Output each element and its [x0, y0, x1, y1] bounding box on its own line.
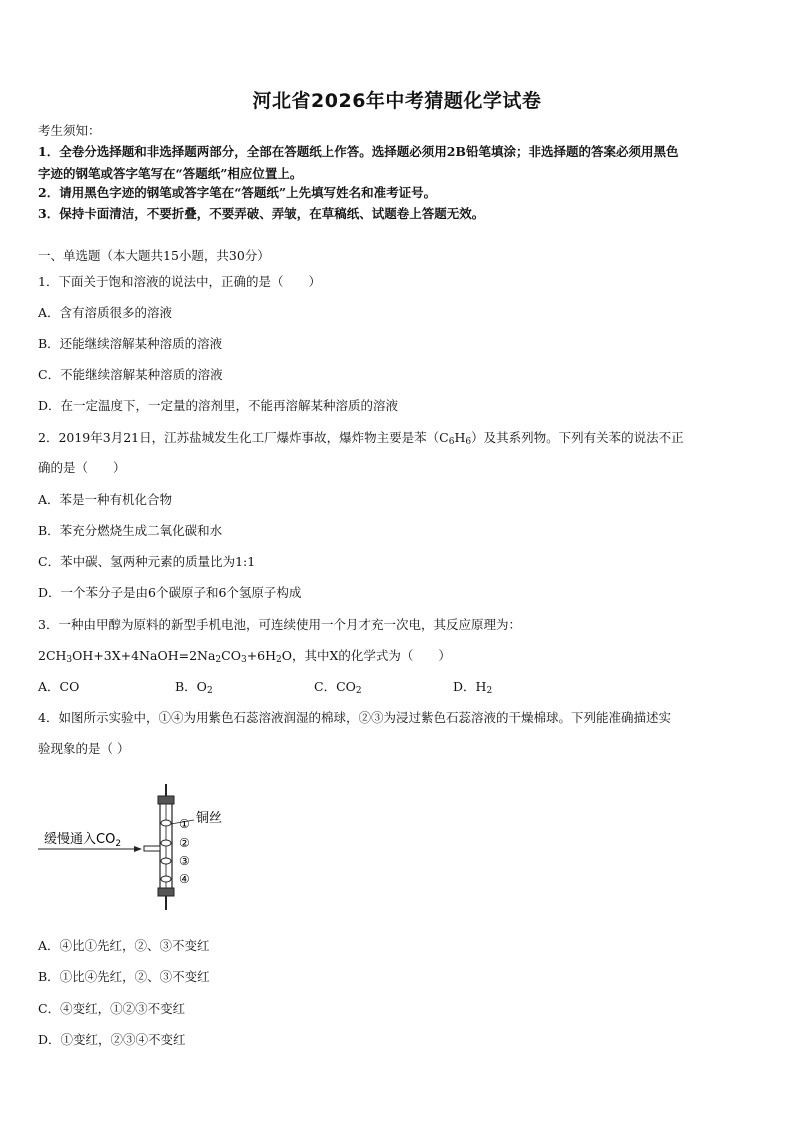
question-1-option-b: B．还能继续溶解某种溶质的溶液 — [38, 336, 223, 351]
cotton-ball-2 — [161, 840, 171, 846]
question-4-option-c: C．④变红，①②③不变红 — [38, 1001, 186, 1016]
question-4-stem-cont: 验现象的是（ ） — [38, 741, 130, 756]
question-1-stem: 1．下面关于饱和溶液的说法中，正确的是（ ） — [38, 274, 321, 289]
question-4-stem: 4．如图所示实验中，①④为用紫色石蕊溶液润湿的棉球，②③为浸过紫色石蕊溶液的干燥棉球。下列能准确描述实 — [38, 710, 671, 725]
notice-item-1-cont: 字迹的钢笔或答字笔写在“答题纸”相应位置上。 — [38, 166, 303, 181]
section-heading: 一、单选题（本大题共15小题，共30分） — [38, 248, 270, 263]
question-3-option-a: A．CO — [38, 679, 80, 694]
top-stopper — [158, 796, 174, 804]
question-1-option-a: A．含有溶质很多的溶液 — [38, 305, 173, 320]
notice-label: 考生须知： — [38, 123, 101, 138]
question-2-option-b: B．苯充分燃烧生成二氧化碳和水 — [38, 523, 223, 538]
ball-label-3: ③ — [179, 854, 190, 868]
bottom-outlet — [165, 896, 167, 910]
cotton-ball-4 — [161, 876, 171, 882]
question-3-option-c: C．$CO_2$ — [314, 679, 362, 696]
cotton-ball-3 — [161, 858, 171, 864]
question-2-option-d: D．一个苯分子是由6个碳原子和6个氢原子构成 — [38, 585, 302, 600]
top-outlet — [165, 784, 167, 796]
question-2-option-c: C．苯中碳、氢两种元素的质量比为1:1 — [38, 554, 256, 569]
ball-label-1: ① — [179, 817, 190, 831]
notice-item-1: 1．全卷分选择题和非选择题两部分，全部在答题纸上作答。选择题必须用2B铅笔填涂；非选择题的答案必须用黑色 — [38, 144, 679, 159]
ball-label-2: ② — [179, 836, 190, 850]
question-2-option-a: A．苯是一种有机化合物 — [38, 492, 173, 507]
inlet-arrowhead — [134, 846, 142, 852]
question-3-equation: $2CH_3OH+3X+4NaOH=2Na_2CO_3+6H_2O$，其中X的化学式为（ ） — [38, 648, 451, 665]
question-4-option-a: A．④比①先红，②、③不变红 — [38, 938, 210, 953]
question-4-option-b: B．①比④先红，②、③不变红 — [38, 969, 210, 984]
question-1-option-d: D．在一定温度下，一定量的溶剂里，不能再溶解某种溶质的溶液 — [38, 398, 399, 413]
notice-item-3: 3．保持卡面清洁，不要折叠，不要弄破、弄皱，在草稿纸、试题卷上答题无效。 — [38, 206, 485, 221]
question-3-options — [38, 677, 758, 695]
question-1-option-c: C．不能继续溶解某种溶质的溶液 — [38, 367, 223, 382]
question-2-stem-cont: 确的是（ ） — [38, 460, 126, 475]
notice-item-2: 2．请用黑色字迹的钢笔或答字笔在“答题纸”上先填写姓名和准考证号。 — [38, 185, 437, 200]
bottom-stopper — [158, 888, 174, 896]
question-3-stem: 3．一种由甲醇为原料的新型手机电池，可连续使用一个月才充一次电，其反应原理为： — [38, 617, 521, 632]
experiment-figure — [36, 776, 246, 916]
page-title: 河北省2026年中考猜题化学试卷 — [252, 90, 542, 112]
question-3-option-b: B．$O_2$ — [175, 679, 213, 696]
inlet-label: 缓慢通入$CO_2$ — [44, 832, 122, 849]
glass-tube-diagram — [36, 776, 246, 916]
question-3-option-d: D．$H_2$ — [453, 679, 493, 696]
side-inlet — [144, 846, 160, 851]
ball-label-4: ④ — [179, 872, 190, 886]
cotton-ball-1 — [161, 820, 171, 826]
question-4-option-d: D．①变红，②③④不变红 — [38, 1032, 186, 1047]
copper-wire-label: 铜丝 — [196, 811, 223, 826]
question-2-stem: 2．2019年3月21日，江苏盐城发生化工厂爆炸事故，爆炸物主要是苯$(C_6H_6)$及其系列物。下列有关苯的说法不正 — [38, 430, 684, 447]
